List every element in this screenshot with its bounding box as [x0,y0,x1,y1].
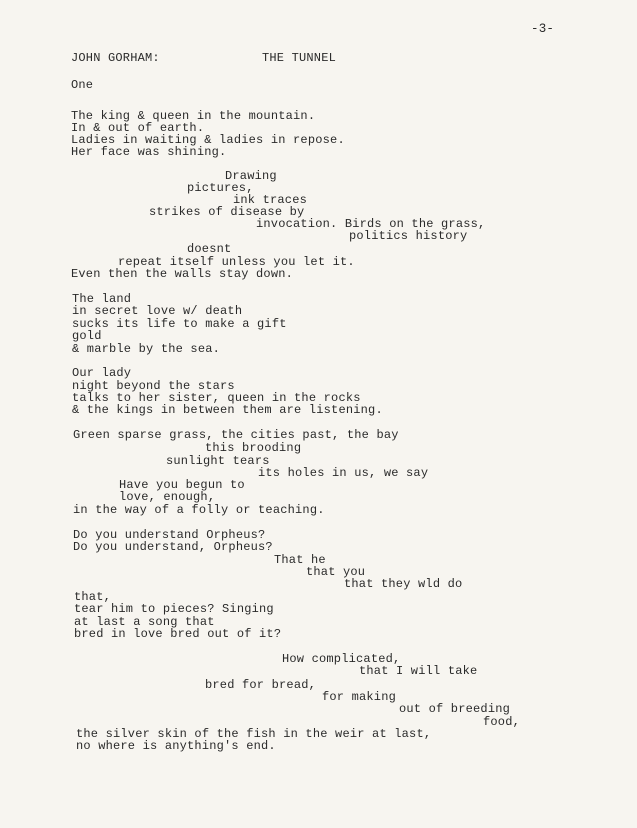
poem-line: Do you understand, Orpheus? [73,540,273,554]
poem-line: its holes in us, we say [258,466,429,480]
poem-line: Green sparse grass, the cities past, the bay [73,428,399,442]
poem-line: that they wld do [344,577,463,591]
poem-line: repeat itself unless you let it. [118,255,355,269]
poem-line: bred for bread, [205,678,317,692]
poem-line: sucks its life to make a gift [72,317,287,331]
poem-line: in secret love w/ death [72,304,243,318]
poem-line: out of breeding [399,702,511,716]
poem-line: doesnt [187,242,232,256]
poem-line: that I will take [359,664,478,678]
poem-line: love, enough, [119,490,216,504]
poem-line: talks to her sister, queen in the rocks [72,391,361,405]
poem-line: pictures, [187,181,254,195]
poem-line: invocation. Birds on the grass, [256,217,486,231]
page-number: -3- [531,22,555,36]
section-heading: One [71,78,94,92]
poem-title: THE TUNNEL [262,51,337,65]
poem-line: that you [306,565,366,579]
poem-line: Her face was shining. [71,145,227,159]
poem-line: Our lady [72,366,132,380]
poem-line: this brooding [205,441,302,455]
poem-line: food, [483,715,521,729]
poem-line: no where is anything's end. [76,739,276,753]
poem-line: In & out of earth. [71,121,205,135]
poem-line: the silver skin of the fish in the weir at last, [76,727,432,741]
poem-line: that, [74,590,112,604]
poem-line: Have you begun to [119,478,245,492]
poem-line: Ladies in waiting & ladies in repose. [71,133,345,147]
poem-line: strikes of disease by [149,205,305,219]
poem-line: night beyond the stars [72,379,235,393]
poem-line: sunlight tears [166,454,270,468]
poem-line: tear him to pieces? Singing [74,602,274,616]
poem-line: The land [72,292,132,306]
poem-line: bred in love bred out of it? [74,627,282,641]
poem-line: for making [322,690,397,704]
poem-line: Drawing [225,169,277,183]
poem-line: & the kings in between them are listening. [72,403,383,417]
poem-line: The king & queen in the mountain. [71,109,316,123]
poem-line: That he [274,553,326,567]
poem-line: Even then the walls stay down. [71,267,294,281]
author-name: JOHN GORHAM: [71,51,160,65]
poem-line: gold [72,329,102,343]
poem-line: Do you understand Orpheus? [73,528,266,542]
poem-line: in the way of a folly or teaching. [73,503,325,517]
poem-line: ink traces [233,193,308,207]
poem-line: & marble by the sea. [72,342,221,356]
poem-line: politics history [349,229,468,243]
poem-line: How complicated, [282,652,401,666]
poem-line: at last a song that [74,615,215,629]
